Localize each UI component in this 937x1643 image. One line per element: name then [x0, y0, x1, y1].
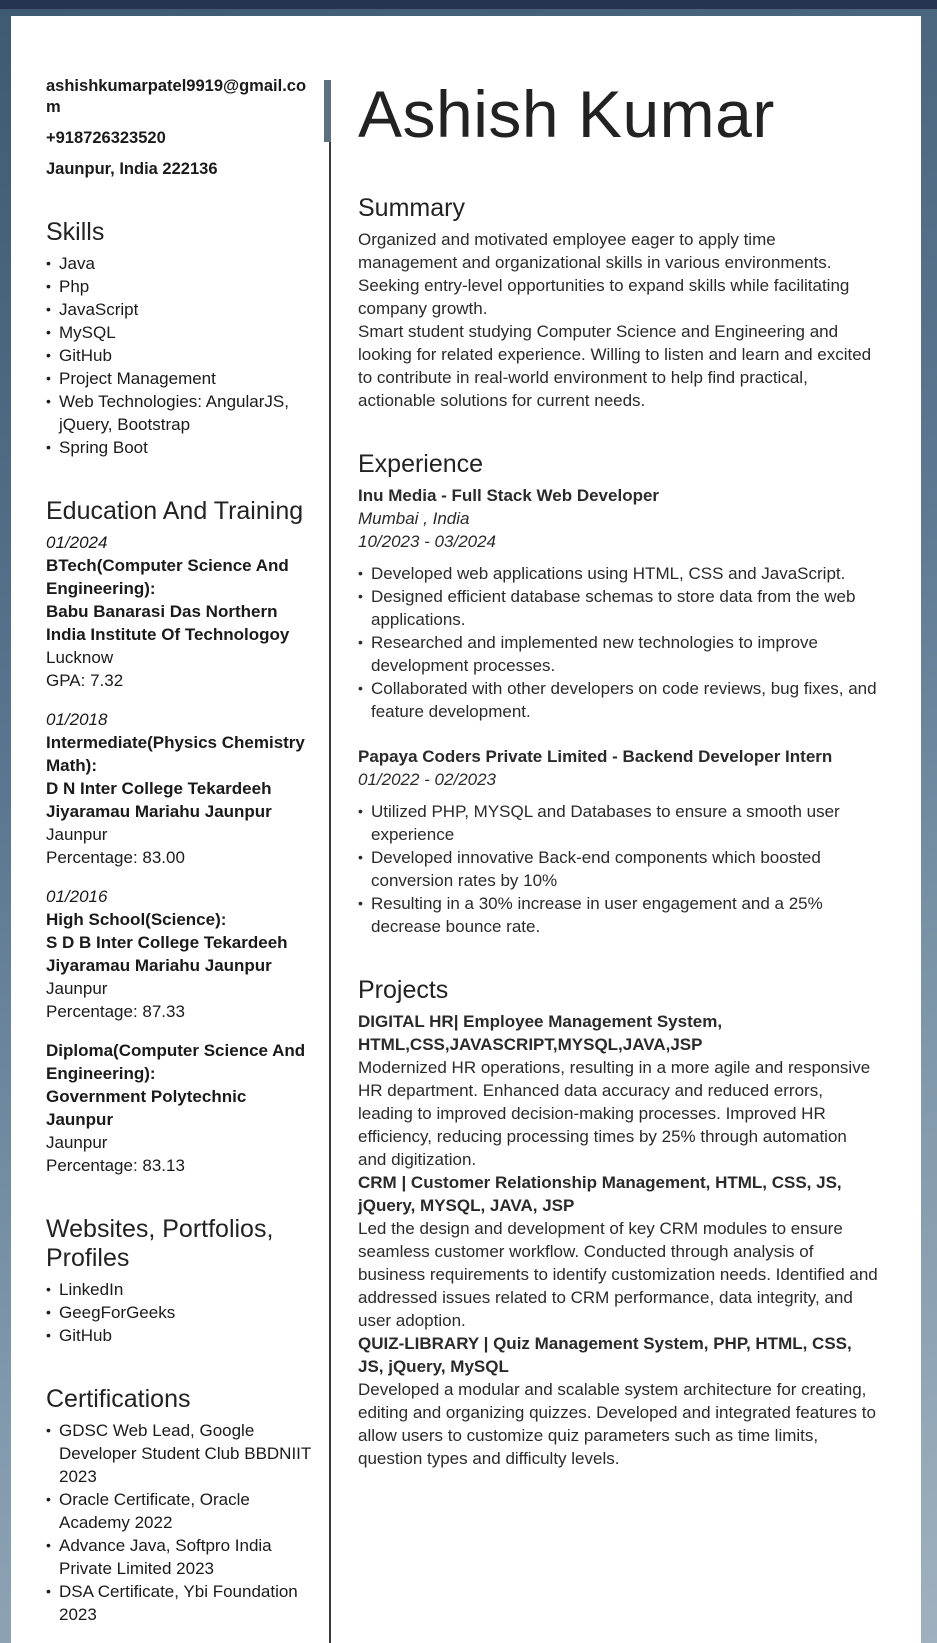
job-title: Inu Media - Full Stack Web Developer — [358, 486, 660, 505]
websites-heading: Websites, Portfolios, Profiles — [46, 1215, 274, 1272]
list-item: • GitHub — [46, 344, 311, 367]
list-item: • Resulting in a 30% increase in user engagement and a 25% decrease bounce rate. — [358, 892, 878, 938]
education-degree: High School(Science): — [46, 910, 227, 929]
projects-heading: Projects — [358, 976, 449, 1004]
candidate-name: Ashish Kumar — [358, 77, 775, 151]
list-item: • GitHub — [46, 1324, 311, 1347]
email: ashishkumarpatel9919@gmail.com — [46, 77, 307, 116]
location: Jaunpur, India 222136 — [46, 160, 218, 178]
project-entry — [358, 1010, 878, 1171]
list-item: • Developed innovative Back-end components which boosted conversion rates by 10% — [358, 846, 878, 892]
skills-list — [46, 252, 311, 459]
project-title: CRM | Customer Relationship Management, HTML, CSS, JS, jQuery, MYSQL, JAVA, JSP — [358, 1173, 842, 1215]
education-school: Government Polytechnic Jaunpur — [46, 1087, 247, 1129]
education-degree: Diploma(Computer Science And Engineering): — [46, 1041, 306, 1083]
accent-bar — [324, 80, 331, 142]
list-item: • Web Technologies: AngularJS, jQuery, Bootstrap — [46, 390, 311, 436]
summary-paragraph: Smart student studying Computer Science and Engineering and looking for related experience. Willing to listen and learn and excited to contribute in real-world environment to help find practical, actionable solutions for current needs. — [358, 322, 872, 410]
list-item: • Spring Boot — [46, 436, 311, 459]
project-entry — [358, 1171, 878, 1332]
education-date: 01/2018 — [46, 710, 108, 729]
list-item: • Collaborated with other developers on code reviews, bug fixes, and feature development. — [358, 677, 878, 723]
list-item: • Advance Java, Softpro India Private Limited 2023 — [46, 1534, 311, 1580]
project-entry — [358, 1332, 878, 1470]
list-item: • Java — [46, 252, 311, 275]
education-score: GPA: 7.32 — [46, 671, 124, 690]
project-title: DIGITAL HR| Employee Management System, HTML,CSS,JAVASCRIPT,MYSQL,JAVA,JSP — [358, 1012, 723, 1054]
list-item: • Project Management — [46, 367, 311, 390]
right-column — [358, 74, 878, 1470]
job-dates: 10/2023 - 03/2024 — [358, 532, 497, 551]
education-date: 01/2016 — [46, 887, 108, 906]
list-item: • Designed efficient database schemas to store data from the web applications. — [358, 585, 878, 631]
project-title: QUIZ-LIBRARY | Quiz Management System, PHP, HTML, CSS, JS, jQuery, MySQL — [358, 1334, 852, 1376]
list-item: • GDSC Web Lead, Google Developer Student Club BBDNIIT 2023 — [46, 1419, 311, 1488]
phone: +918726323520 — [46, 129, 166, 147]
job-bullets — [358, 800, 878, 938]
summary-heading: Summary — [358, 194, 465, 222]
education-score: Percentage: 83.13 — [46, 1156, 185, 1175]
project-description: Led the design and development of key CRM modules to ensure seamless customer workflow. Conducted through analysis of business requirements to identify customization needs. Identified and addressed issues related to CRM performance, data integrity, and user adoption. — [358, 1219, 878, 1330]
education-city: Jaunpur — [46, 825, 108, 844]
education-school: Babu Banarasi Das Northern India Institute Of Technologoy — [46, 602, 290, 644]
certifications-list — [46, 1419, 311, 1626]
education-heading: Education And Training — [46, 497, 304, 525]
list-item: • Researched and implemented new technologies to improve development processes. — [358, 631, 878, 677]
list-item: • MySQL — [46, 321, 311, 344]
left-column — [46, 76, 311, 1626]
education-degree: BTech(Computer Science And Engineering): — [46, 556, 289, 598]
education-score: Percentage: 83.00 — [46, 848, 185, 867]
certifications-heading: Certifications — [46, 1385, 191, 1413]
education-entry — [46, 1039, 311, 1177]
list-item: • Developed web applications using HTML, CSS and JavaScript. — [358, 562, 878, 585]
list-item: • DSA Certificate, Ybi Foundation 2023 — [46, 1580, 311, 1626]
education-school: D N Inter College Tekardeeh Jiyaramau Mariahu Jaunpur — [46, 779, 272, 821]
education-score: Percentage: 87.33 — [46, 1002, 185, 1021]
column-divider — [329, 80, 331, 1643]
websites-list — [46, 1278, 311, 1347]
summary-paragraph: Organized and motivated employee eager to apply time management and organizational skills in various environments. Seeking entry-level opportunities to expand skills while facilitating company growth. — [358, 230, 850, 318]
experience-heading: Experience — [358, 450, 484, 478]
skills-heading: Skills — [46, 218, 105, 246]
list-item: • JavaScript — [46, 298, 311, 321]
list-item: • LinkedIn — [46, 1278, 311, 1301]
education-city: Jaunpur — [46, 1133, 108, 1152]
job-bullets — [358, 562, 878, 723]
list-item: • GeegForGeeks — [46, 1301, 311, 1324]
project-description: Modernized HR operations, resulting in a more agile and responsive HR department. Enhanced data accuracy and reduced errors, leading to improved decision-making processes. Improved HR efficiency, reducing processing times by 25% through automation and digitization. — [358, 1058, 871, 1169]
list-item: • Php — [46, 275, 311, 298]
education-entry — [46, 531, 311, 692]
job-dates: 01/2022 - 02/2023 — [358, 770, 497, 789]
education-entry — [46, 885, 311, 1023]
job-entry — [358, 484, 878, 723]
list-item: • Oracle Certificate, Oracle Academy 2022 — [46, 1488, 311, 1534]
education-city: Jaunpur — [46, 979, 108, 998]
top-bar — [0, 0, 937, 9]
project-description: Developed a modular and scalable system architecture for creating, editing and organizing quizzes. Developed and integrated features to allow users to customize quiz parameters such as time limits, question types and difficulty levels. — [358, 1380, 876, 1468]
education-city: Lucknow — [46, 648, 114, 667]
resume-page — [11, 16, 921, 1643]
job-location: Mumbai , India — [358, 509, 470, 528]
list-item: • Utilized PHP, MYSQL and Databases to ensure a smooth user experience — [358, 800, 878, 846]
job-title: Papaya Coders Private Limited - Backend Developer Intern — [358, 747, 833, 766]
education-entry — [46, 708, 311, 869]
education-school: S D B Inter College Tekardeeh Jiyaramau Mariahu Jaunpur — [46, 933, 288, 975]
education-degree: Intermediate(Physics Chemistry Math): — [46, 733, 305, 775]
job-entry — [358, 745, 878, 938]
education-date: 01/2024 — [46, 533, 108, 552]
